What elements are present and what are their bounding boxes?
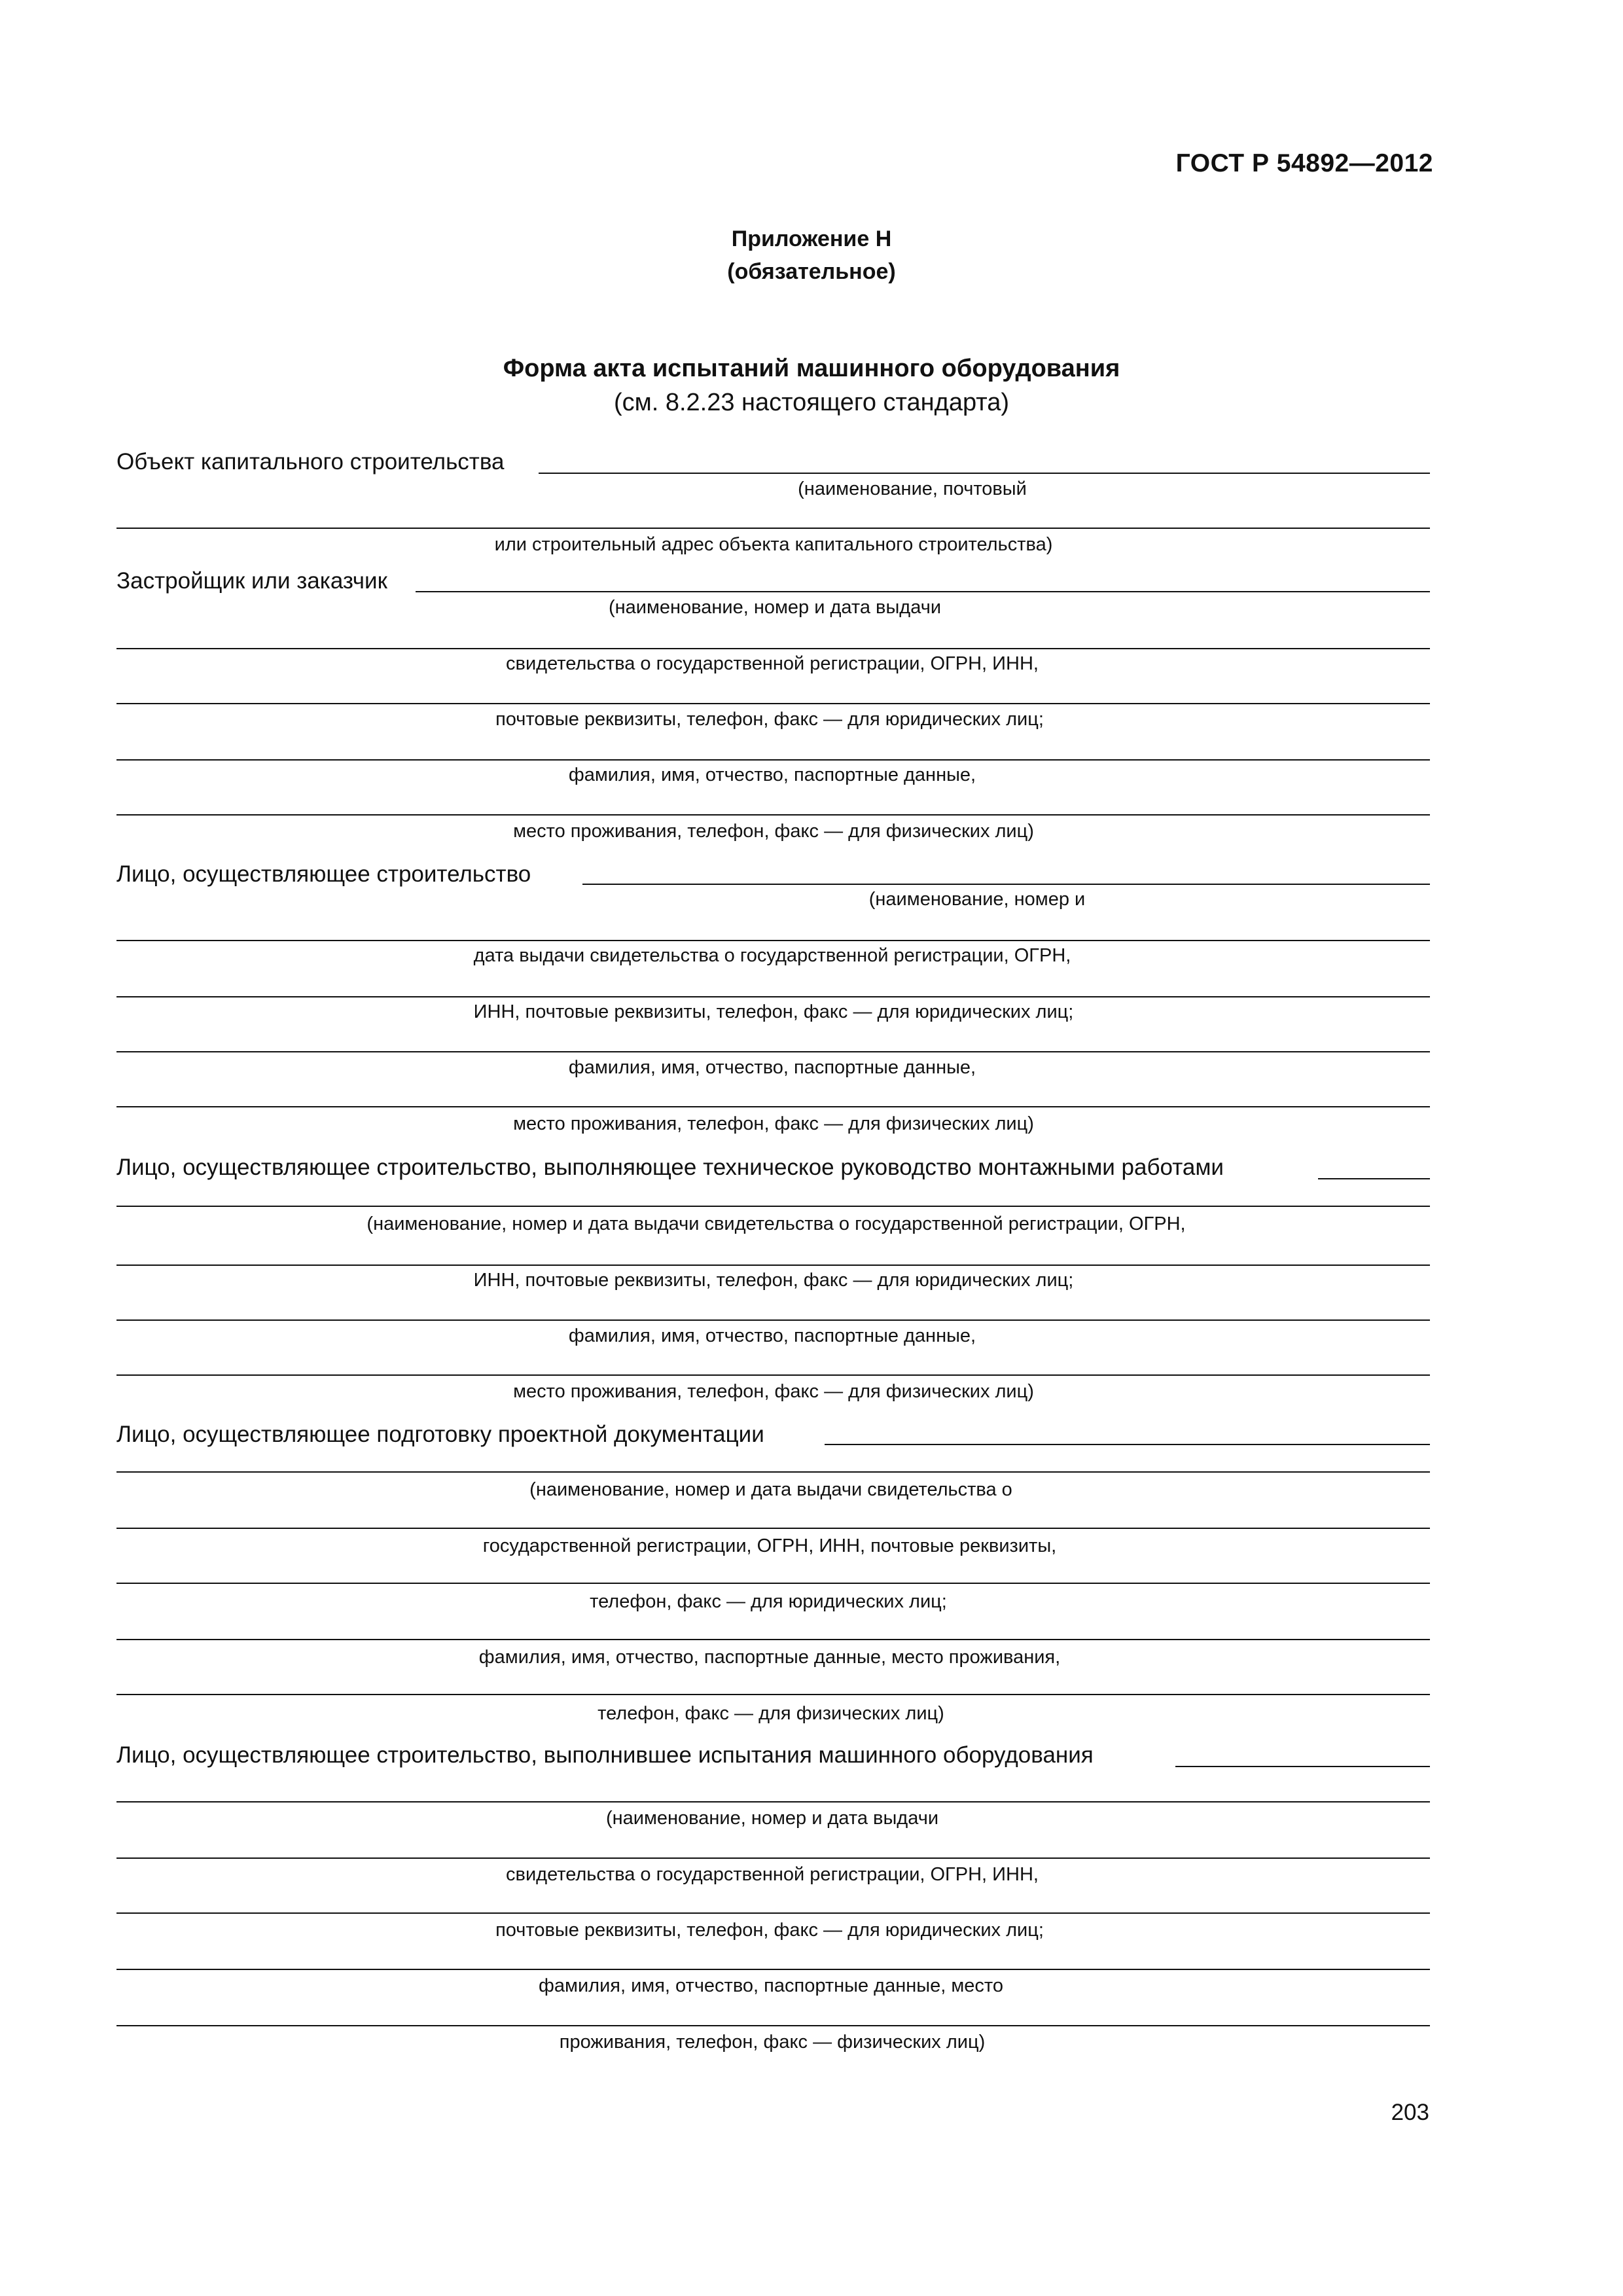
field-line-continuation[interactable] (116, 759, 1430, 761)
field-hint: (наименование, номер и дата выдачи (605, 1808, 939, 1829)
field-line-continuation[interactable] (116, 1319, 1430, 1321)
field-line-continuation[interactable] (116, 2025, 1430, 2026)
field-label-test-performer: Лицо, осуществляющее строительство, выполнившее испытания машинного оборудования (116, 1742, 1094, 1768)
field-line-continuation[interactable] (116, 1694, 1430, 1695)
field-hint: фамилия, имя, отчество, паспортные данные, (568, 1325, 976, 1346)
field-hint: место проживания, телефон, факс — для физических лиц) (513, 1113, 1034, 1134)
field-line-continuation[interactable] (116, 1912, 1430, 1914)
field-hint: проживания, телефон, факс — физических лиц) (559, 2032, 986, 2053)
field-hint: фамилия, имя, отчество, паспортные данные, (568, 764, 976, 785)
field-hint: фамилия, имя, отчество, паспортные данные, (568, 1057, 976, 1078)
field-line-test-performer[interactable] (1175, 1766, 1430, 1767)
field-hint: (наименование, номер и дата выдачи (608, 597, 942, 618)
field-label-designer: Лицо, осуществляющее подготовку проектной документации (116, 1422, 764, 1447)
field-hint: (наименование, номер и дата выдачи свидетельства о государственной регистрации, ОГРН, (366, 1213, 1186, 1234)
field-line-designer[interactable] (825, 1444, 1430, 1445)
field-line-continuation[interactable] (116, 1106, 1430, 1107)
field-line-installation-supervisor[interactable] (1318, 1178, 1430, 1179)
document-number: ГОСТ Р 54892—2012 (1175, 149, 1433, 177)
field-line-construction-object[interactable] (539, 473, 1430, 474)
field-hint: ИНН, почтовые реквизиты, телефон, факс — для юридических лиц; (473, 1270, 1074, 1291)
appendix-status: (обязательное) (727, 259, 896, 284)
field-line-continuation[interactable] (116, 1471, 1430, 1473)
field-hint: ИНН, почтовые реквизиты, телефон, факс — для юридических лиц; (473, 1001, 1074, 1022)
field-hint: свидетельства о государственной регистрации, ОГРН, ИНН, (506, 1864, 1039, 1885)
field-line-developer[interactable] (416, 591, 1430, 592)
form-subtitle: (см. 8.2.23 настоящего стандарта) (613, 389, 1010, 416)
field-line-continuation[interactable] (116, 1206, 1430, 1207)
field-hint: телефон, факс — для физических лиц) (597, 1703, 944, 1724)
field-line-continuation[interactable] (116, 940, 1430, 941)
page-number: 203 (1391, 2100, 1429, 2125)
field-label-construction-object: Объект капитального строительства (116, 449, 505, 475)
field-hint: фамилия, имя, отчество, паспортные данные, место проживания, (478, 1647, 1061, 1668)
field-label-installation-supervisor: Лицо, осуществляющее строительство, выполняющее техническое руководство монтажными работами (116, 1155, 1224, 1180)
field-hint: почтовые реквизиты, телефон, факс — для юридических лиц; (495, 1920, 1044, 1941)
field-hint: (наименование, номер и (868, 889, 1086, 910)
field-hint: (наименование, почтовый (798, 478, 1027, 499)
field-line-continuation[interactable] (116, 1265, 1430, 1266)
field-line-continuation[interactable] (116, 648, 1430, 649)
field-line-continuation[interactable] (116, 996, 1430, 997)
field-hint: место проживания, телефон, факс — для физических лиц) (513, 821, 1034, 842)
appendix-title: Приложение Н (731, 226, 892, 251)
field-label-builder: Лицо, осуществляющее строительство (116, 861, 531, 887)
field-hint: фамилия, имя, отчество, паспортные данные, место (539, 1975, 1003, 1996)
field-hint: или строительный адрес объекта капитального строительства) (494, 534, 1053, 555)
field-line-continuation[interactable] (116, 1857, 1430, 1859)
field-hint: место проживания, телефон, факс — для физических лиц) (513, 1381, 1034, 1402)
field-label-developer: Застройщик или заказчик (116, 568, 387, 594)
field-line-continuation[interactable] (116, 814, 1430, 816)
field-line-continuation[interactable] (116, 703, 1430, 704)
field-line-continuation[interactable] (116, 1801, 1430, 1803)
field-line-continuation[interactable] (116, 1969, 1430, 1970)
field-line-continuation[interactable] (116, 1051, 1430, 1052)
field-hint: (наименование, номер и дата выдачи свидетельства о (529, 1479, 1012, 1500)
field-line-continuation[interactable] (116, 1639, 1430, 1640)
field-hint: государственной регистрации, ОГРН, ИНН, почтовые реквизиты, (482, 1535, 1057, 1556)
field-line-continuation[interactable] (116, 1583, 1430, 1584)
field-line-continuation[interactable] (116, 1374, 1430, 1376)
field-line-builder[interactable] (582, 884, 1430, 885)
form-title: Форма акта испытаний машинного оборудования (503, 355, 1120, 382)
field-hint: почтовые реквизиты, телефон, факс — для юридических лиц; (495, 709, 1044, 730)
field-line-continuation[interactable] (116, 528, 1430, 529)
field-line-continuation[interactable] (116, 1528, 1430, 1529)
field-hint: телефон, факс — для юридических лиц; (590, 1591, 947, 1612)
field-hint: дата выдачи свидетельства о государственной регистрации, ОГРН, (473, 945, 1071, 966)
field-hint: свидетельства о государственной регистрации, ОГРН, ИНН, (506, 653, 1039, 674)
